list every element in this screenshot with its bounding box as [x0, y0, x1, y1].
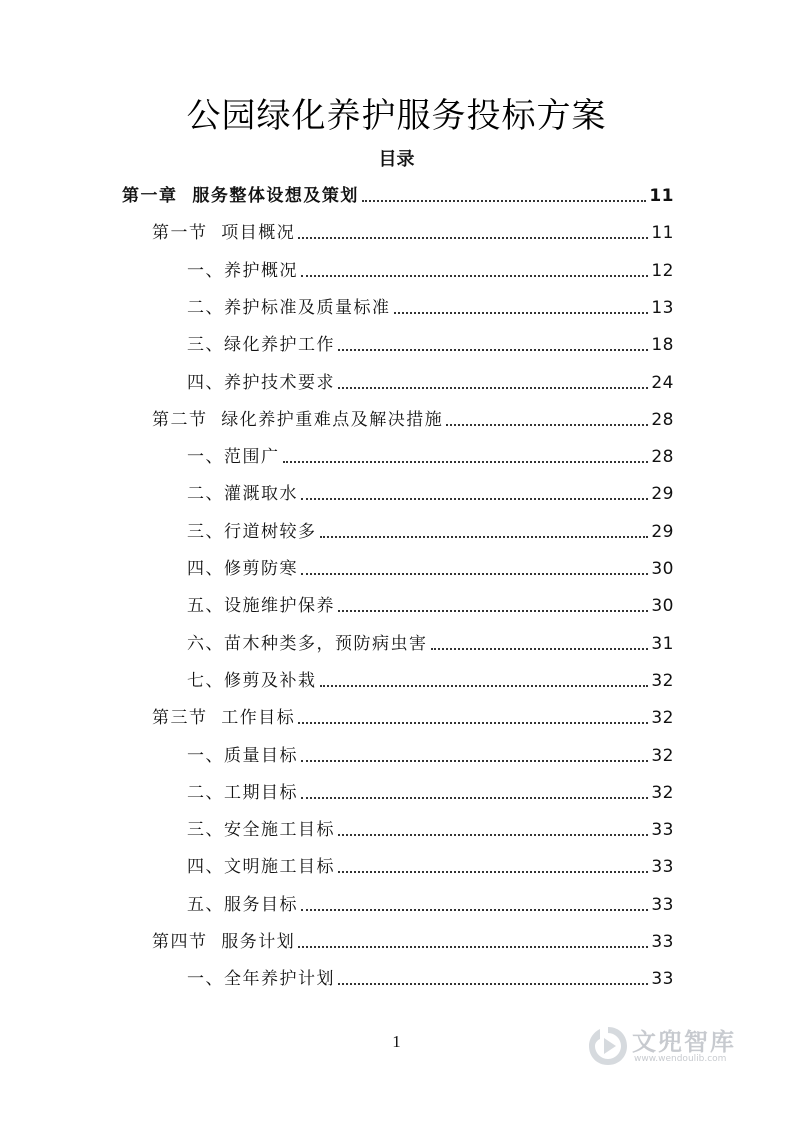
- toc-dot-leader: [298, 237, 648, 239]
- toc-entry-page: 28: [651, 409, 674, 430]
- toc-dot-leader: [320, 685, 649, 687]
- toc-entry-page: 13: [651, 297, 674, 318]
- toc-entry-label: 四、养护技术要求: [187, 372, 335, 393]
- toc-dot-leader: [301, 797, 648, 799]
- toc-dot-leader: [446, 424, 648, 426]
- toc-dot-leader: [298, 722, 648, 724]
- toc-entry-label: 四、文明施工目标: [187, 857, 335, 878]
- toc-entry-page: 24: [651, 372, 674, 393]
- toc-entry[interactable]: [187, 475, 674, 505]
- toc-entry[interactable]: [187, 662, 674, 692]
- toc-entry-label: 五、设施维护保养: [187, 596, 335, 617]
- toc-entry-label: 一、养护概况: [187, 260, 298, 281]
- toc-entry-page: 32: [651, 708, 674, 729]
- toc-entry[interactable]: [187, 811, 674, 841]
- toc-entry[interactable]: [122, 177, 674, 207]
- watermark: [586, 1018, 766, 1076]
- toc-dot-leader: [301, 909, 648, 911]
- toc-entry-label: 三、行道树较多: [187, 521, 317, 542]
- toc-entry[interactable]: [187, 625, 674, 655]
- watermark-logo-icon: [586, 1024, 630, 1068]
- toc-entry-label: 第一章 服务整体设想及策划: [122, 186, 359, 206]
- toc-dot-leader: [301, 498, 648, 500]
- toc-entry[interactable]: [152, 401, 674, 431]
- toc-dot-leader: [338, 983, 648, 985]
- toc-entry-label: 第二节 绿化养护重难点及解决措施: [152, 409, 444, 430]
- toc-dot-leader: [394, 312, 649, 314]
- toc-entry[interactable]: [187, 438, 674, 468]
- toc-entry-label: 二、灌溉取水: [187, 484, 298, 505]
- toc-entry-page: 30: [651, 559, 674, 579]
- toc-entry-label: 六、苗木种类多，预防病虫害: [187, 633, 428, 654]
- toc-dot-leader: [338, 610, 648, 612]
- toc-entry-label: 二、养护标准及质量标准: [187, 297, 391, 318]
- toc-entry-page: 33: [651, 857, 674, 878]
- toc-entry-label: 三、绿化养护工作: [187, 335, 335, 356]
- toc-entry[interactable]: [187, 326, 674, 356]
- watermark-text: 文兜智库: [632, 1028, 736, 1056]
- toc-entry-label: 第一节 项目概况: [152, 223, 296, 244]
- toc-entry[interactable]: [152, 923, 674, 953]
- toc-entry[interactable]: [187, 513, 674, 543]
- toc-entry[interactable]: [187, 886, 674, 916]
- toc-entry-page: 18: [651, 335, 674, 356]
- toc-entry-page: 32: [651, 782, 674, 803]
- toc-entry-page: 31: [651, 633, 674, 654]
- toc-entry-page: 29: [651, 484, 674, 505]
- toc-entry-label: 二、工期目标: [187, 782, 298, 803]
- toc-entry[interactable]: [187, 737, 674, 767]
- toc-entry-page: 11: [649, 186, 674, 206]
- toc-entry-label: 五、服务目标: [187, 894, 298, 915]
- toc-entry-page: 33: [651, 894, 674, 915]
- toc-entry[interactable]: [187, 960, 674, 990]
- toc-entry[interactable]: [187, 774, 674, 804]
- toc-entry[interactable]: [187, 848, 674, 878]
- toc-dot-leader: [301, 573, 648, 575]
- toc-entry-page: 30: [651, 596, 674, 617]
- toc-dot-leader: [320, 536, 649, 538]
- toc-entry-label: 一、质量目标: [187, 745, 298, 766]
- toc-entry-page: 11: [651, 223, 674, 244]
- toc-entry-label: 四、修剪防寒: [187, 559, 298, 579]
- toc-heading: 目录: [378, 149, 415, 170]
- document-title: 公园绿化养护服务投标方案: [186, 96, 607, 136]
- toc-dot-leader: [298, 946, 648, 948]
- toc-dot-leader: [338, 349, 648, 351]
- toc-entry-label: 一、全年养护计划: [187, 969, 335, 990]
- toc-dot-leader: [362, 200, 646, 202]
- toc-entry-page: 33: [651, 820, 674, 841]
- toc-entry-page: 29: [651, 521, 674, 542]
- toc-entry-page: 33: [651, 932, 674, 952]
- toc-dot-leader: [283, 461, 649, 463]
- toc-dot-leader: [338, 871, 648, 873]
- toc-dot-leader: [301, 760, 648, 762]
- toc-entry[interactable]: [152, 699, 674, 729]
- toc-entry-page: 33: [651, 969, 674, 990]
- toc-entry[interactable]: [187, 289, 674, 319]
- toc-entry-label: 第四节 服务计划: [152, 932, 296, 952]
- watermark-url: www.wendoulib.com: [634, 1054, 727, 1064]
- toc-entry-label: 七、修剪及补栽: [187, 670, 317, 691]
- toc-dot-leader: [431, 648, 649, 650]
- toc-entry[interactable]: [152, 214, 674, 244]
- toc-entry-page: 32: [651, 670, 674, 691]
- toc-entry[interactable]: [187, 364, 674, 394]
- toc-entry-page: 12: [651, 260, 674, 281]
- toc-entry-label: 第三节 工作目标: [152, 708, 296, 729]
- toc-entry-label: 三、安全施工目标: [187, 820, 335, 841]
- toc-entry-label: 一、范围广: [187, 447, 280, 468]
- toc-entry[interactable]: [187, 587, 674, 617]
- page-number: 1: [392, 1032, 401, 1051]
- toc-dot-leader: [338, 834, 648, 836]
- toc-entry[interactable]: [187, 550, 674, 580]
- toc-dot-leader: [338, 387, 648, 389]
- toc-entry-page: 32: [651, 745, 674, 766]
- toc-entry[interactable]: [187, 252, 674, 282]
- toc-dot-leader: [301, 275, 648, 277]
- toc-entry-page: 28: [651, 447, 674, 468]
